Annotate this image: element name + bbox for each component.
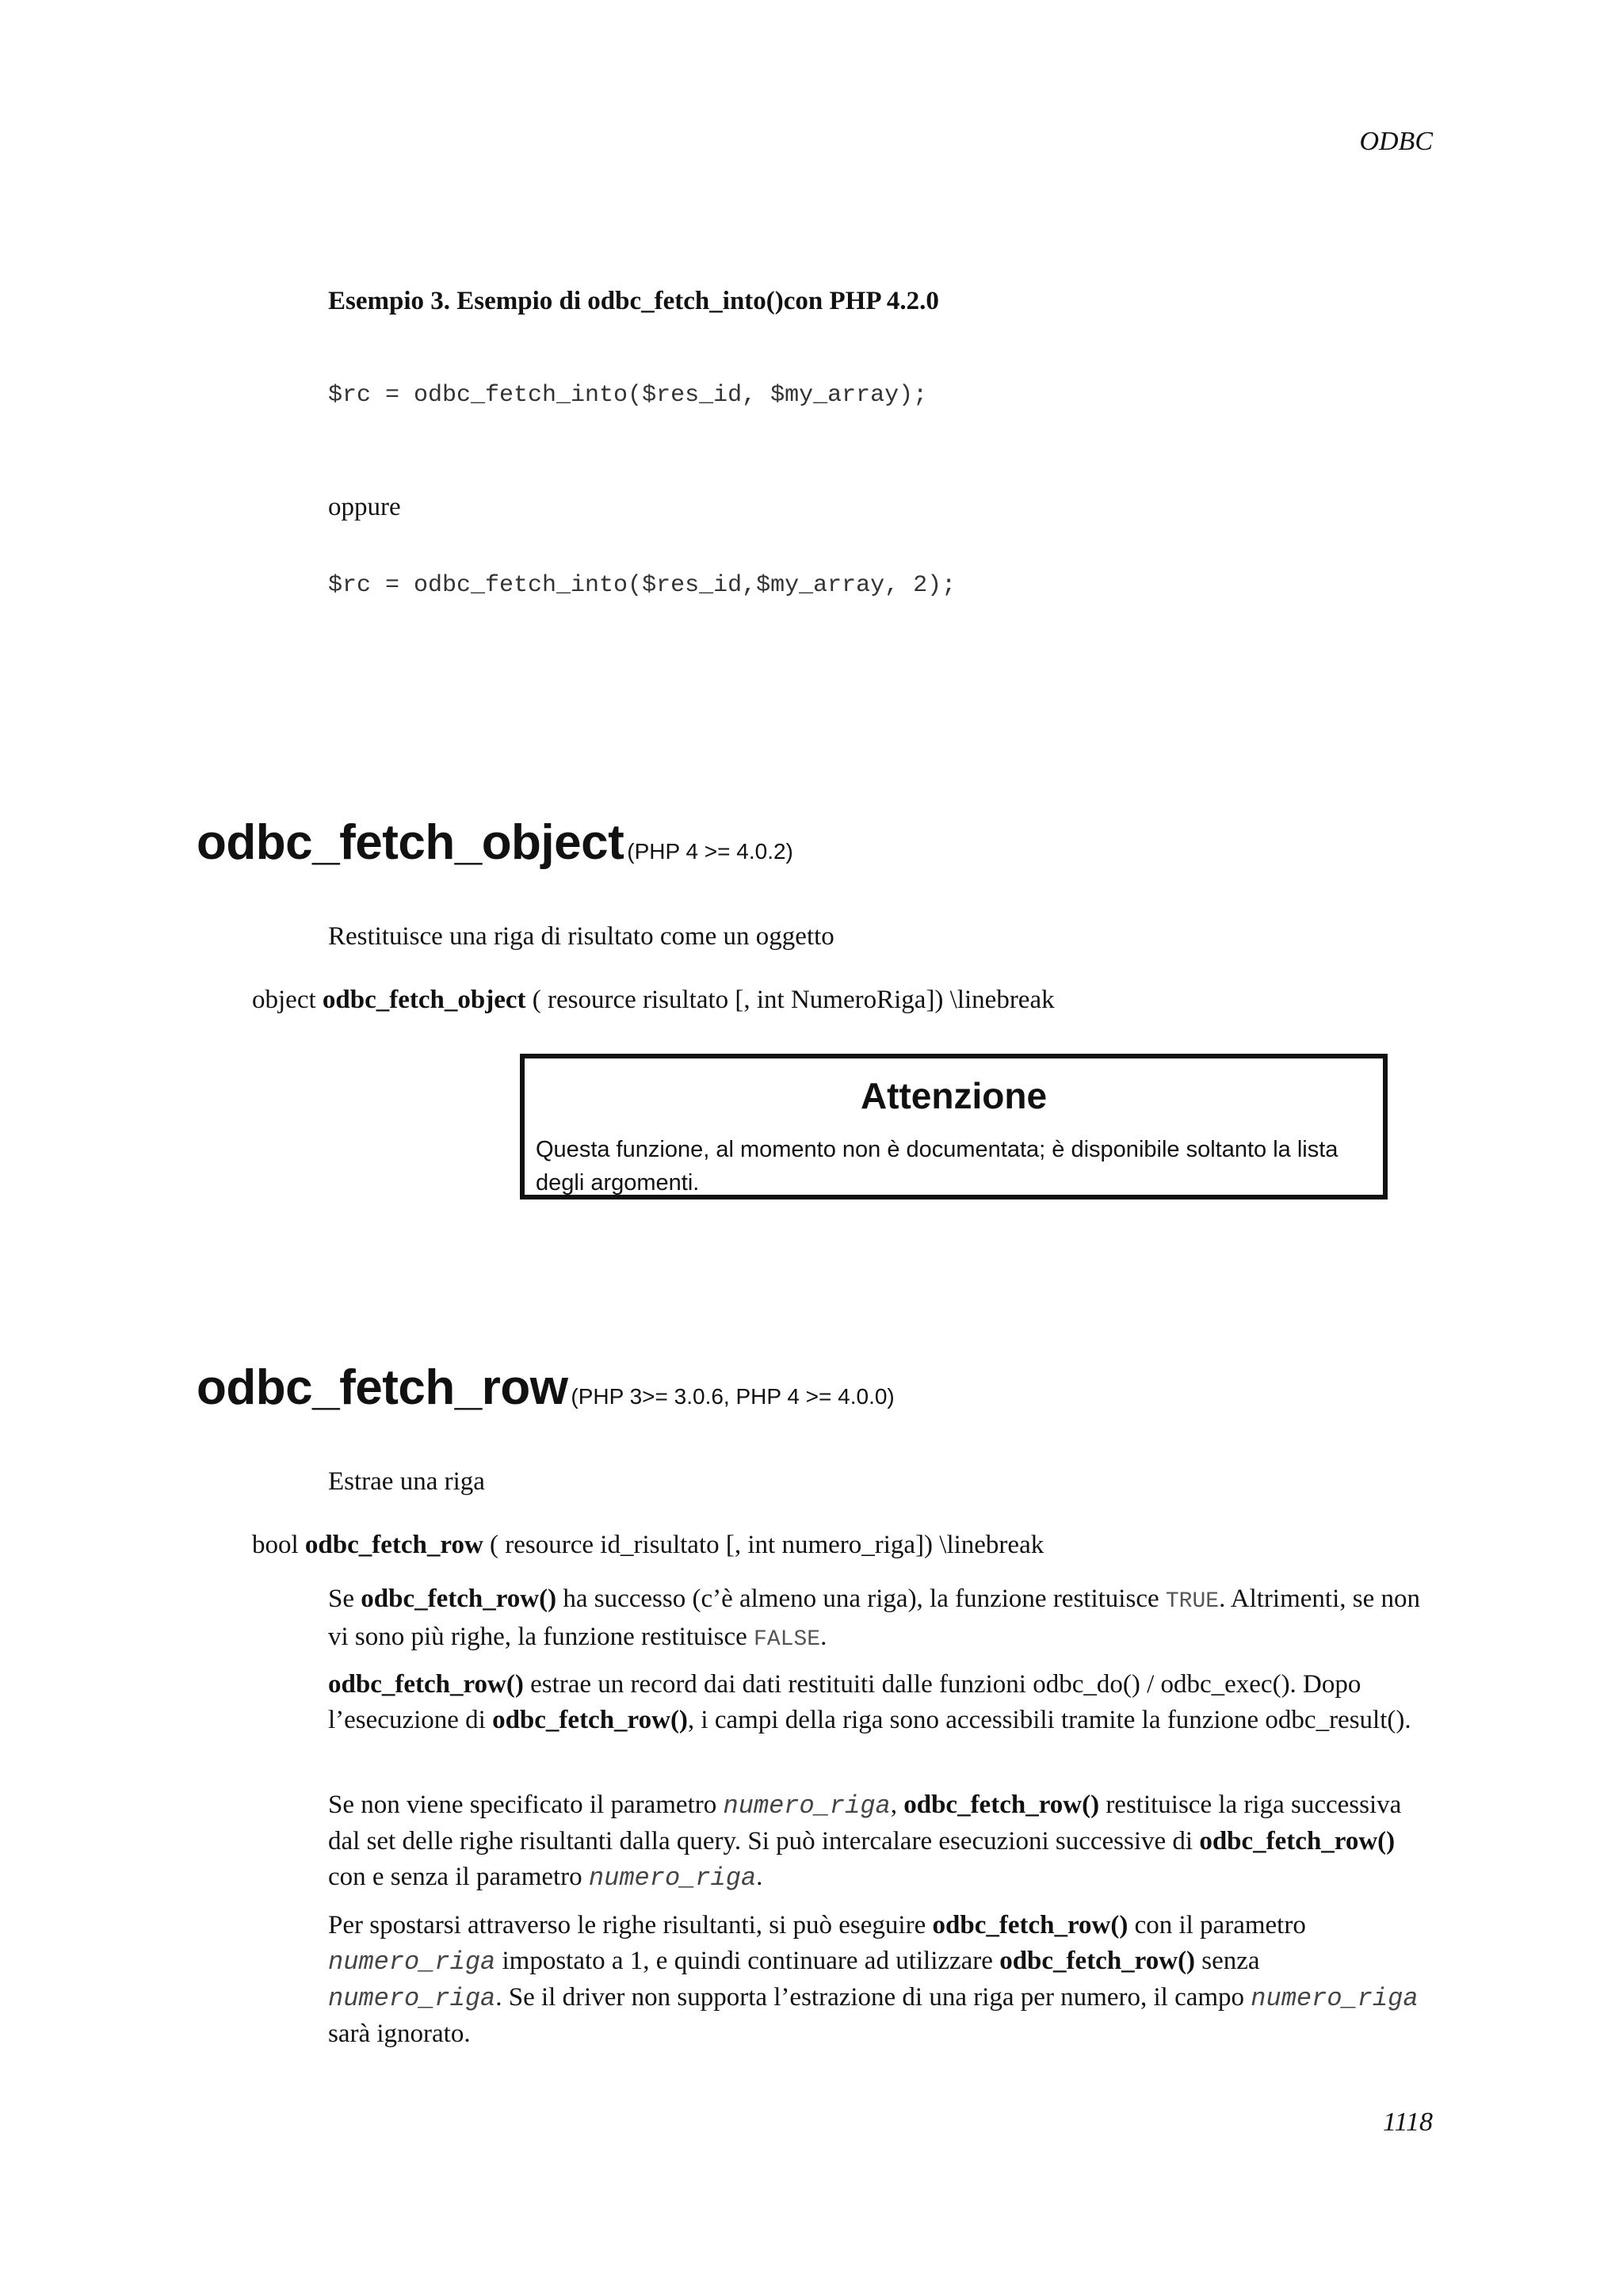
warning-text: Questa funzione, al momento non è documentata; è disponibile soltanto la lista degli argomenti. — [536, 1137, 1338, 1196]
sig-args: ( resource risultato [, int NumeroRiga]) \linebreak — [532, 986, 1055, 1014]
true-constant: TRUE — [1165, 1589, 1220, 1614]
warning-box — [520, 1054, 1388, 1199]
paragraph-description: odbc_fetch_row() estrae un record dai dati restituiti dalle funzioni odbc_do() / odbc_exec(). Dopo l’esecuzione di odbc_fetch_row(), i campi della riga sono accessibili tramite la funzione odbc_result(). — [328, 1670, 1411, 1734]
example-code-2: $rc = odbc_fetch_into($res_id,$my_array, 2); — [328, 572, 957, 599]
false-constant: FALSE — [754, 1627, 821, 1652]
page-number: 1118 — [1383, 2107, 1433, 2137]
example-or-text: oppure — [328, 493, 401, 521]
sig-args: ( resource id_risultato [, int numero_riga]) \linebreak — [490, 1531, 1044, 1559]
fetch-object-version: (PHP 4 >= 4.0.2) — [627, 839, 793, 864]
fetch-object-signature — [252, 982, 1055, 1018]
sig-type: bool — [252, 1531, 299, 1559]
paragraph-next-row: Se non viene specificato il parametro numero_riga, odbc_fetch_row() restituisce la riga successiva dal set delle righe risultanti dalla query. Si può intercalare esecuzioni successive di odbc_fetch_row() con e senza il parametro numero_riga. — [328, 1791, 1402, 1893]
fetch-row-version: (PHP 3>= 3.0.6, PHP 4 >= 4.0.0) — [571, 1384, 895, 1409]
fetch-row-heading — [197, 1360, 895, 1416]
fetch-row-signature — [252, 1527, 1044, 1563]
fetch-object-summary: Restituisce una riga di risultato come un oggetto — [328, 922, 834, 951]
sig-name: odbc_fetch_object — [322, 986, 526, 1014]
paragraph-navigation: Per spostarsi attraverso le righe risultanti, si può eseguire odbc_fetch_row() con il parametro numero_riga impostato a 1, e quindi continuare ad utilizzare odbc_fetch_row() senza numero_riga. Se il driver non supporta l’estrazione di una riga per numero, il campo numero_riga sarà ignorato. — [328, 1911, 1419, 2048]
fetch-row-title: odbc_fetch_row — [197, 1360, 568, 1415]
example-code-1: $rc = odbc_fetch_into($res_id, $my_array); — [328, 382, 928, 409]
warning-title: Attenzione — [860, 1075, 1048, 1116]
paragraph-return-value: Se odbc_fetch_row() ha successo (c’è almeno una riga), la funzione restituisce TRUE. Altrimenti, se non vi sono più righe, la funzione restituisce FALSE. — [328, 1585, 1420, 1652]
example-title: Esempio 3. Esempio di odbc_fetch_into()con PHP 4.2.0 — [328, 287, 939, 315]
sig-type: object — [252, 986, 316, 1014]
fetch-object-title: odbc_fetch_object — [197, 815, 624, 870]
running-header: ODBC — [1359, 127, 1433, 156]
fetch-row-summary: Estrae una riga — [328, 1467, 485, 1496]
sig-name: odbc_fetch_row — [304, 1531, 483, 1559]
fetch-object-heading — [197, 814, 793, 871]
